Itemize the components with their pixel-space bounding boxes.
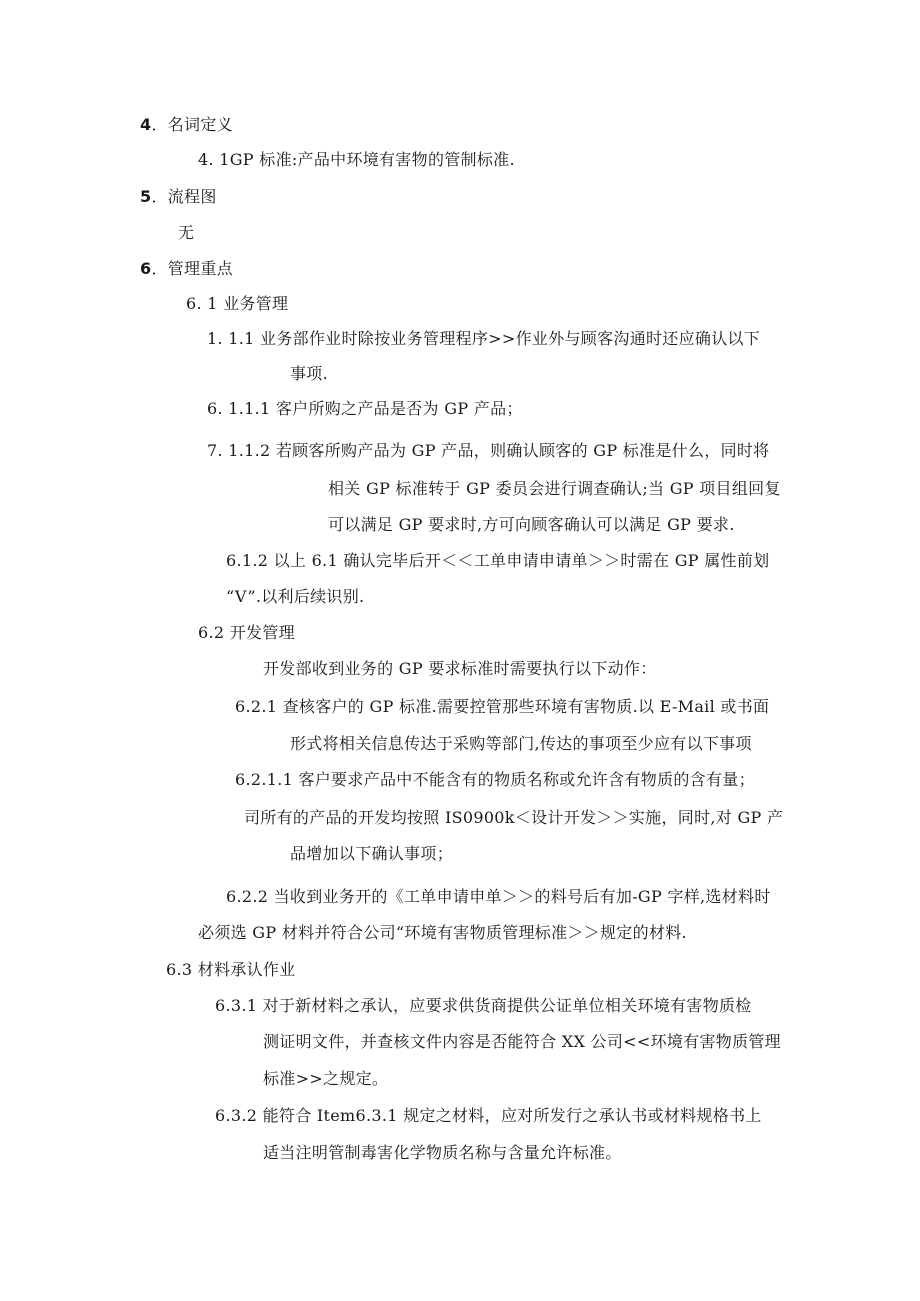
para-6-2-2-line2: 必须选 GP 材料并符合公司“环境有害物质管理标准＞＞规定的材料. bbox=[198, 923, 687, 942]
para-6-3-1-line2: 测证明文件，并查核文件内容是否能符合 XX 公司<<环境有害物质管理 bbox=[263, 1032, 781, 1051]
definition-1-1: 4. 1GP 标准:产品中环境有害物的管制标准. bbox=[198, 150, 515, 169]
para-6-2-1-line2: 形式将相关信息传达于采购等部门,传达的事项至少应有以下事项 bbox=[290, 734, 752, 753]
section-5-heading bbox=[140, 186, 217, 208]
section-5-title: ．流程图 bbox=[151, 187, 217, 206]
para-6-2-dev-line1: 司所有的产品的开发均按照 IS0900k＜设计开发＞＞实施，同时,对 GP 产 bbox=[244, 808, 784, 827]
subsection-6-2-heading: 6.2 开发管理 bbox=[198, 623, 295, 642]
subsection-6-3-heading: 6.3 材料承认作业 bbox=[166, 960, 296, 979]
section-4-heading bbox=[140, 114, 233, 136]
flowchart-content: 无 bbox=[178, 223, 195, 242]
para-6-2-1-line1: 6.2.1 查核客户的 GP 标准.需要控管那些环境有害物质.以 E-Mail 或书面 bbox=[235, 697, 770, 716]
subsection-6-1-heading: 6. 1 业务管理 bbox=[186, 294, 289, 313]
section-6-title: ．管理重点 bbox=[151, 259, 233, 278]
section-4-number: 4 bbox=[140, 115, 152, 134]
para-6-1-1-line2: 事项. bbox=[290, 364, 328, 383]
para-6-1-1-1: 6. 1.1.1 客户所购之产品是否为 GP 产品； bbox=[207, 399, 523, 418]
para-6-1-1-2-line1: 7. 1.1.2 若顾客所购产品为 GP 产品，则确认顾客的 GP 标准是什么，同时将 bbox=[207, 441, 770, 460]
para-6-1-1-line1: 1. 1.1 业务部作业时除按业务管理程序>>作业外与顾客沟通时还应确认以下 bbox=[207, 329, 761, 348]
section-5-number: 5 bbox=[140, 187, 152, 206]
para-6-3-2-line1: 6.3.2 能符合 Item6.3.1 规定之材料，应对所发行之承认书或材料规格书上 bbox=[215, 1106, 762, 1125]
section-4-title: ．名词定义 bbox=[151, 115, 233, 134]
section-6-number: 6 bbox=[140, 259, 152, 278]
para-6-1-1-2-line2: 相关 GP 标准转于 GP 委员会进行调查确认;当 GP 项目组回复 bbox=[328, 479, 781, 498]
para-6-2-2-line1: 6.2.2 当收到业务开的《工单申请申单＞＞的料号后有加-GP 字样,选材料时 bbox=[226, 887, 771, 906]
para-6-1-1-2-line3: 可以满足 GP 要求时,方可向顾客确认可以满足 GP 要求. bbox=[328, 515, 735, 534]
para-6-3-2-line2: 适当注明管制毒害化学物质名称与含量允许标准。 bbox=[263, 1143, 622, 1162]
para-6-2-intro: 开发部收到业务的 GP 要求标准时需要执行以下动作： bbox=[263, 659, 657, 678]
para-6-1-2-line2: “V”.以利后续识别. bbox=[226, 587, 365, 606]
para-6-2-dev-line2: 品增加以下确认事项； bbox=[290, 844, 454, 863]
para-6-3-1-line3: 标准>>之规定。 bbox=[263, 1069, 389, 1088]
para-6-1-2-line1: 6.1.2 以上 6.1 确认完毕后开＜＜工单申请申请单＞＞时需在 GP 属性前划 bbox=[226, 551, 770, 570]
section-6-heading bbox=[140, 258, 233, 280]
para-6-3-1-line1: 6.3.1 对于新材料之承认，应要求供货商提供公证单位相关环境有害物质检 bbox=[215, 996, 752, 1015]
para-6-2-1-1: 6.2.1.1 客户要求产品中不能含有的物质名称或允许含有物质的含有量； bbox=[235, 770, 755, 789]
